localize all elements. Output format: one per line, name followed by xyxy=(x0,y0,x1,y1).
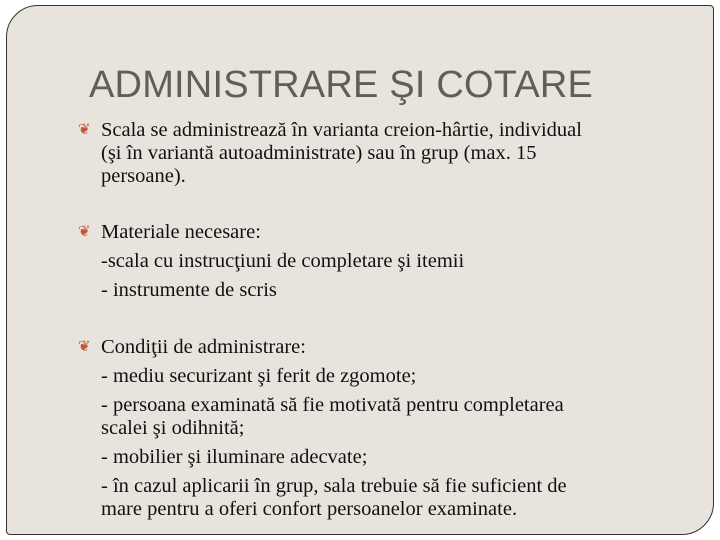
text-line: mare pentru a oferi confort persoanelor examinate. xyxy=(101,498,518,520)
text-line: scalei şi odihnită; xyxy=(101,417,245,439)
text-line: -scala cu instrucţiuni de completare şi itemii xyxy=(101,250,465,272)
text-line: - instrumente de scris xyxy=(101,279,277,301)
text-line: - mobilier şi iluminare adecvate; xyxy=(101,446,368,468)
bullet-administration xyxy=(78,119,681,188)
text-line: - în cazul aplicarii în grup, sala trebuie să fie suficient de xyxy=(101,475,567,497)
text-line: Scala se administrează în varianta creion-hârtie, individual xyxy=(101,119,582,141)
text-line: - mediu securizant şi ferit de zgomote; xyxy=(101,365,417,387)
text-line: - persoana examinată să fie motivată pentru completarea xyxy=(101,394,564,416)
ornament-bullet-icon: ❦ xyxy=(78,339,91,355)
ornament-bullet-icon: ❦ xyxy=(78,224,91,240)
text-line: persoane). xyxy=(101,165,186,187)
ornament-bullet-icon: ❦ xyxy=(78,122,91,138)
text-line: Condiţii de administrare: xyxy=(101,336,306,358)
bullet-materials xyxy=(78,221,681,302)
bullet-conditions xyxy=(78,336,681,521)
text-line: (şi în variantă autoadministrate) sau în grup (max. 15 xyxy=(101,142,537,164)
text-line: Materiale necesare: xyxy=(101,221,261,243)
slide-title: ADMINISTRARE ŞI COTARE xyxy=(89,64,594,106)
